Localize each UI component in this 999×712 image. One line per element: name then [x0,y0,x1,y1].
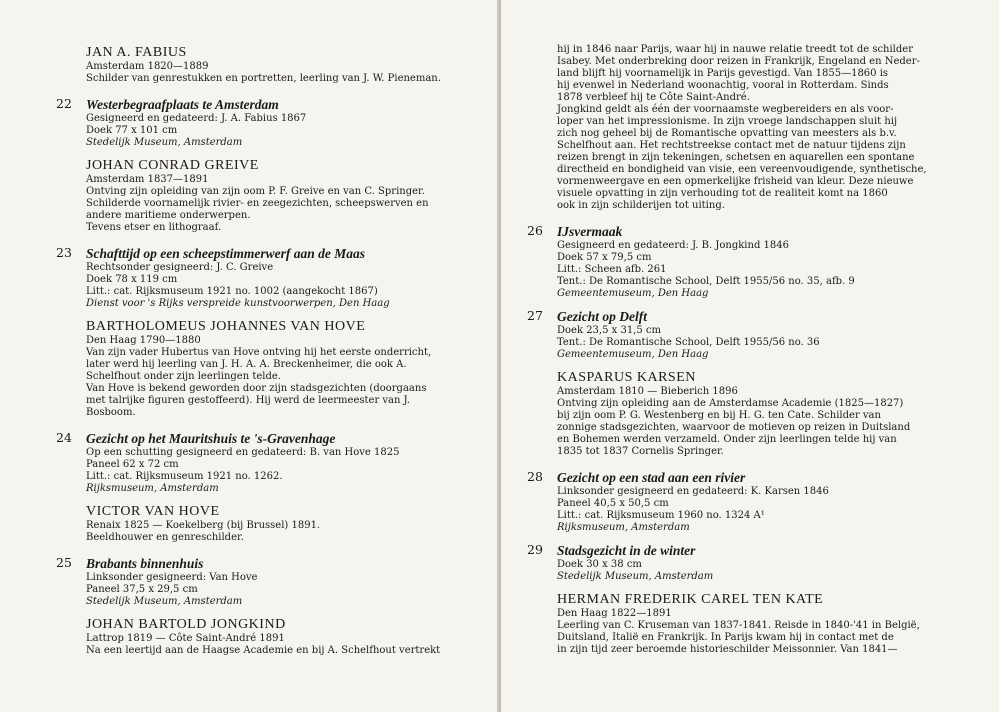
text-line: Jongkind geldt als één der voornaamste wegbereiders en als voor- [557,104,894,115]
artist-entry [557,369,969,458]
catalogue-number: 22 [56,96,72,111]
collection-name: Rijksmuseum, Amsterdam [557,522,690,533]
left-page [0,0,499,712]
artist-entry [557,591,969,656]
text-line: Ontving zijn opleiding van zijn oom P. F. Greive en van C. Springer. [86,186,425,197]
text-line: bij zijn oom P. G. Westenberg en bij H. G. ten Cate. Schilder van [557,410,881,421]
collection-name: Rijksmuseum, Amsterdam [86,483,219,494]
text-line: Renaix 1825 — Koekelberg (bij Brussel) 1891. [86,520,321,531]
catalogue-number: 24 [56,430,72,445]
artist-entry [86,616,451,657]
catalogue-number: 25 [56,555,72,570]
artwork-title: Brabants binnenhuis [86,556,204,571]
text-line: Na een leertijd aan de Haagse Academie en bij A. Schelfhout vertrekt [86,645,441,656]
text-line: Gesigneerd en gedateerd: J. B. Jongkind 1846 [557,240,789,251]
text-line: zich nog geheel bij de Romantische opvatting van meesters als b.v. [557,128,897,139]
text-line: Amsterdam 1820—1889 [86,61,209,72]
text-line: Op een schutting gesigneerd en gedateerd: B. van Hove 1825 [86,447,400,458]
text-line: visuele opvatting in zijn verhouding tot de realiteit komt na 1860 [557,188,888,199]
text-line: Amsterdam 1810 — Bieberich 1896 [557,386,738,397]
text-line: in zijn tijd zeer beroemde historieschilder Meissonnier. Van 1841— [557,644,898,655]
artwork-title: Gezicht op een stad aan een rivier [557,470,746,485]
artwork-title: Stadsgezicht in de winter [557,543,696,558]
artwork-title: Gezicht op het Mauritshuis te 's-Gravenhage [86,431,336,446]
catalogue-entry [527,469,969,534]
text-line: hij evenwel in Nederland woonachtig, vooral in Rotterdam. Sinds [557,80,889,91]
right-page [501,0,999,712]
catalogue-entry [527,223,969,300]
text-line: Leerling van C. Kruseman van 1837-1841. Reisde in 1840-'41 in België, [557,620,920,631]
text-line: Doek 78 x 119 cm [86,274,178,285]
artist-name: JOHAN CONRAD GREIVE [86,158,259,173]
catalogue-entry [527,308,969,361]
artist-name: VICTOR VAN HOVE [86,504,220,519]
text-line: hij in 1846 naar Parijs, waar hij in nauwe relatie treedt tot de schilder [557,44,913,55]
artist-name: HERMAN FREDERIK CAREL TEN KATE [557,592,824,607]
text-line: Tevens etser en lithograaf. [86,222,222,233]
text-line: Linksonder gesigneerd en gedateerd: K. Karsen 1846 [557,486,829,497]
artwork-title: Westerbegraafplaats te Amsterdam [86,97,279,112]
text-line: Van Hove is bekend geworden door zijn stadsgezichten (doorgaans [86,383,427,394]
text-line: Van zijn vader Hubertus van Hove ontving hij het eerste onderricht, [86,347,432,358]
text-line: Litt.: cat. Rijksmuseum 1921 no. 1002 (aangekocht 1867) [86,286,378,297]
collection-name: Stedelijk Museum, Amsterdam [86,596,243,607]
text-line: directheid en bondigheid van visie, een vereenvoudigende, synthetische, [557,164,927,175]
artist-name: BARTHOLOMEUS JOHANNES VAN HOVE [86,319,366,334]
text-line: Tent.: De Romantische School, Delft 1955/56 no. 35, afb. 9 [557,276,855,287]
text-line: Schelfhout onder zijn leerlingen telde. [86,371,281,382]
text-line: Den Haag 1790—1880 [86,335,201,346]
text-line: Beeldhouwer en genreschilder. [86,532,244,543]
text-line: Doek 57 x 79,5 cm [557,252,652,263]
text-line: andere maritieme onderwerpen. [86,210,251,221]
text-line: Schilderde voornamelijk rivier- en zeegezichten, scheepswerven en [86,198,429,209]
catalogue-number: 29 [527,542,543,557]
catalogue-entry [56,555,451,608]
text-line: Bosboom. [86,407,136,418]
artist-entry [86,503,451,544]
text-line: Schelfhout aan. Het rechtstreekse contact met de natuur tijdens zijn [557,140,906,151]
text-line: Litt.: Scheen afb. 261 [557,264,667,275]
artwork-title: Schafttijd op een scheepstimmerwerf aan de Maas [86,246,365,261]
collection-name: Dienst voor 's Rijks verspreide kunstvoorwerpen, Den Haag [86,298,390,309]
text-line: Lattrop 1819 — Côte Saint-André 1891 [86,633,285,644]
text-line: Duitsland, Italië en Frankrijk. In Parijs kwam hij in contact met de [557,632,894,643]
artist-name: JAN A. FABIUS [86,45,187,60]
text-line: Doek 23,5 x 31,5 cm [557,325,661,336]
text-line: 1835 tot 1837 Cornelis Springer. [557,446,724,457]
text-line: vormenweergave en een opmerkelijke frisheid van kleur. Deze nieuwe [557,176,914,187]
text-line: Doek 77 x 101 cm [86,125,178,136]
artist-entry [86,157,451,234]
artist-name: KASPARUS KARSEN [557,370,696,385]
text-line: Litt.: cat. Rijksmuseum 1960 no. 1324 A¹ [557,510,765,521]
text-line: Gesigneerd en gedateerd: J. A. Fabius 1867 [86,113,307,124]
catalogue-number: 26 [527,223,543,238]
collection-name: Stedelijk Museum, Amsterdam [557,571,714,582]
text-line: Paneel 62 x 72 cm [86,459,179,470]
text-line: loper van het impressionisme. In zijn vroege landschappen sluit hij [557,116,898,127]
text-line: Doek 30 x 38 cm [557,559,642,570]
text-line: Paneel 37,5 x 29,5 cm [86,584,198,595]
text-line: met talrijke figuren gestoffeerd). Hij werd de leermeester van J. [86,395,411,406]
text-line: Paneel 40,5 x 50,5 cm [557,498,669,509]
artist-name: JOHAN BARTOLD JONGKIND [86,617,286,632]
catalogue-entry [56,245,451,310]
text-line: Isabey. Met onderbreking door reizen in Frankrijk, Engeland en Neder- [557,56,920,67]
catalogue-number: 27 [527,308,543,323]
text-line: Schilder van genrestukken en portretten, leerling van J. W. Pieneman. [86,73,441,84]
text-line: 1878 verbleef hij te Côte Saint-André. [557,92,750,103]
catalogue-entry [527,542,969,583]
text-line: en Bohemen werden verzameld. Onder zijn leerlingen telde hij van [557,434,897,445]
artist-entry [86,44,451,85]
text-line: Tent.: De Romantische School, Delft 1955/56 no. 36 [557,337,820,348]
text-line: Linksonder gesigneerd: Van Hove [86,572,258,583]
text-line: reizen brengt in zijn tekeningen, schetsen en aquarellen een spontane [557,152,915,163]
catalogue-entry [56,430,451,495]
collection-name: Gemeentemuseum, Den Haag [557,349,709,360]
text-line: ook in zijn schilderijen tot uiting. [557,200,725,211]
text-line: later werd hij leerling van J. H. A. A. Breckenheimer, die ook A. [86,359,407,370]
text-line: zonnige stadsgezichten, waarvoor de motieven op reizen in Duitsland [557,422,911,433]
text-block [557,44,969,212]
artwork-title: IJsvermaak [557,224,623,239]
text-line: Den Haag 1822—1891 [557,608,672,619]
artwork-title: Gezicht op Delft [557,309,647,324]
collection-name: Stedelijk Museum, Amsterdam [86,137,243,148]
text-line: Ontving zijn opleiding aan de Amsterdamse Academie (1825—1827) [557,398,904,409]
catalogue-number: 23 [56,245,72,260]
catalogue-number: 28 [527,469,543,484]
collection-name: Gemeentemuseum, Den Haag [557,288,709,299]
text-line: Litt.: cat. Rijksmuseum 1921 no. 1262. [86,471,283,482]
catalogue-entry [56,96,451,149]
artist-entry [86,318,451,419]
text-line: Amsterdam 1837—1891 [86,174,209,185]
text-line: Rechtsonder gesigneerd: J. C. Greive [86,262,274,273]
text-line: land blijft hij voornamelijk in Parijs gevestigd. Van 1855—1860 is [557,68,889,79]
